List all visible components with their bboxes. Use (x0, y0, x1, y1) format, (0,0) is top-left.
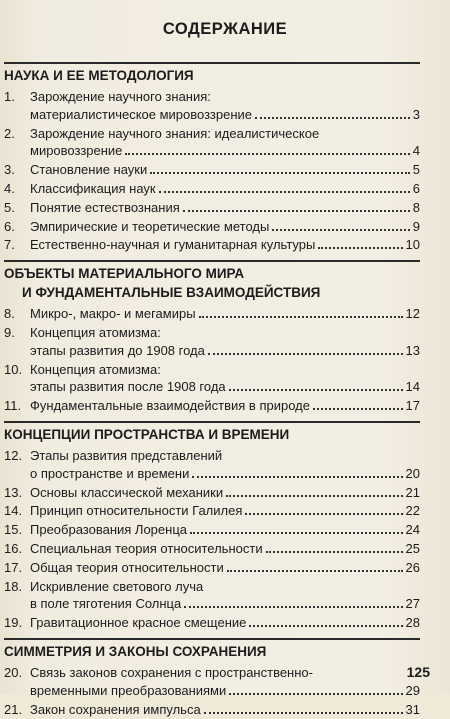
entry-leader-line (30, 180, 420, 198)
entry-leader-line (30, 342, 420, 360)
entry-page: 10 (405, 237, 420, 253)
entry-number: 1. (4, 89, 15, 104)
dot-leader (183, 210, 410, 212)
entry-title-line: этапы развития до 1908 года (30, 342, 205, 358)
entry-leader-line (30, 199, 420, 217)
entry-body (30, 236, 420, 254)
entry-number: 5. (4, 199, 15, 215)
entry-body (30, 125, 420, 161)
entry-number: 4. (4, 180, 15, 196)
entry-number: 10. (4, 361, 23, 377)
table-of-contents (4, 62, 420, 719)
entry-title-line: Зарождение научного знания: идеалистическое (30, 125, 320, 141)
entry-leader-line (30, 701, 420, 719)
entry-leader-line (30, 502, 420, 520)
entry-number: 17. (4, 559, 23, 575)
entry-title-line: Преобразования Лоренца (30, 522, 187, 538)
dot-leader (266, 551, 403, 553)
toc-entry (4, 521, 420, 539)
entry-body (30, 502, 420, 520)
toc-entry (4, 125, 420, 161)
toc-entry (4, 447, 420, 483)
entry-body (30, 324, 420, 360)
entry-leader-line (30, 305, 420, 323)
entry-page: 28 (405, 615, 420, 631)
entry-title-line: Закон сохранения импульса (30, 701, 201, 717)
entry-title-line: Общая теория относительности (30, 559, 224, 575)
entry-leader-line (30, 484, 420, 502)
section-heading (4, 62, 420, 85)
entry-leader-line (30, 236, 420, 254)
entry-number: 14. (4, 503, 23, 519)
toc-entry (4, 701, 420, 719)
entry-title-line: Гравитационное красное смещение (30, 615, 247, 631)
toc-entry (4, 559, 420, 577)
entry-leader-line (30, 465, 420, 483)
entry-leader-line (30, 559, 420, 577)
entry-number: 6. (4, 218, 15, 234)
entry-body (30, 521, 420, 539)
dot-leader (190, 532, 403, 534)
section-heading-line: СИММЕТРИЯ И ЗАКОНЫ СОХРАНЕНИЯ (4, 643, 267, 659)
section-heading-line: НАУКА И ЕЕ МЕТОДОЛОГИЯ (4, 68, 194, 83)
entry-title-line: в поле тяготения Солнца (30, 596, 182, 612)
entry-page: 22 (405, 503, 420, 519)
entry-number: 16. (4, 540, 23, 556)
entry-title-line: Естественно-научная и гуманитарная культуры (30, 237, 316, 253)
entry-leader-line (30, 614, 420, 632)
entry-body (30, 701, 420, 719)
entry-leader-line (30, 540, 420, 558)
entry-title-line: Принцип относительности Галилея (30, 503, 243, 519)
dot-leader (313, 408, 403, 410)
toc-entry (4, 218, 420, 236)
entry-page: 13 (405, 342, 420, 358)
entry-body (30, 664, 420, 700)
dot-leader (229, 389, 403, 391)
page-title: СОДЕРЖАНИЕ (162, 20, 288, 38)
entry-title-line: Концепция атомизма: (30, 324, 161, 340)
dot-leader (249, 625, 402, 627)
entry-page: 25 (405, 540, 420, 556)
dot-leader (272, 229, 409, 231)
entry-number: 7. (4, 237, 15, 253)
toc-entry (4, 199, 420, 217)
entry-number: 3. (4, 162, 15, 178)
entry-leader-line (30, 595, 420, 613)
section-heading (4, 638, 420, 661)
entry-body (30, 614, 420, 632)
dot-leader (255, 117, 410, 119)
entry-leader-line (30, 218, 420, 236)
toc-entry (4, 236, 420, 254)
toc-entry (4, 578, 420, 614)
dot-leader (318, 247, 402, 249)
entry-title-line: Микро-, макро- и мегамиры (30, 306, 196, 322)
entry-page: 31 (405, 701, 420, 717)
toc-entry (4, 397, 420, 415)
entry-number: 21. (4, 701, 23, 717)
entry-number: 18. (4, 578, 23, 594)
toc-entry (4, 180, 420, 198)
entry-title-line: мировоззрение (30, 143, 123, 159)
dot-leader (204, 712, 403, 714)
toc-entry (4, 161, 420, 179)
entry-page: 29 (405, 682, 420, 698)
toc-entry (4, 484, 420, 502)
section-heading-line: И ФУНДАМЕНТАЛЬНЫЕ ВЗАИМОДЕЙСТВИЯ (22, 285, 321, 301)
entry-page: 24 (405, 522, 420, 538)
entry-page: 27 (405, 596, 420, 612)
entry-page: 26 (405, 559, 420, 575)
entry-title-line: Связь законов сохранения с пространственно- (30, 664, 313, 680)
entry-title-line: материалистическое мировоззрение (30, 106, 253, 122)
entry-leader-line (30, 161, 420, 179)
entry-leader-line (30, 397, 420, 415)
entry-body (30, 361, 420, 397)
dot-leader (208, 353, 403, 355)
entry-leader-line (30, 682, 420, 700)
entry-leader-line (30, 521, 420, 539)
entry-title-line: Эмпирические и теоретические методы (30, 218, 270, 234)
toc-entry (4, 88, 420, 124)
entry-number: 20. (4, 664, 23, 680)
section-heading (4, 260, 420, 302)
entry-body (30, 559, 420, 577)
entry-leader-line (30, 142, 420, 160)
dot-leader (150, 172, 410, 174)
entry-number: 19. (4, 615, 23, 631)
entry-title-line: Становление науки (30, 162, 148, 178)
toc-entry (4, 614, 420, 632)
entry-number: 15. (4, 522, 23, 538)
entry-title-line: Искривление светового луча (30, 578, 204, 594)
entry-number: 8. (4, 306, 15, 322)
entry-number: 11. (4, 398, 22, 414)
entry-title-line: Основы классической механики (30, 484, 224, 500)
entry-title-line: Классификация наук (30, 180, 156, 196)
entry-body (30, 180, 420, 198)
entry-page: 21 (405, 484, 420, 500)
entry-body (30, 199, 420, 217)
entry-body (30, 218, 420, 236)
entry-title-line: Специальная теория относительности (30, 540, 263, 556)
section-heading-line: КОНЦЕПЦИИ ПРОСТРАНСТВА И ВРЕМЕНИ (4, 426, 290, 442)
entry-page: 4 (412, 143, 420, 159)
dot-leader (159, 191, 410, 193)
dot-leader (199, 316, 403, 318)
toc-entry (4, 305, 420, 323)
toc-entry (4, 502, 420, 520)
entry-page: 5 (412, 162, 420, 178)
entry-body (30, 305, 420, 323)
entry-title-line: Зарождение научного знания: (30, 89, 211, 104)
dot-leader (227, 570, 403, 572)
dot-leader (184, 606, 402, 608)
entry-title-line: Фундаментальные взаимодействия в природе (30, 398, 310, 414)
entry-title-line: Этапы развития представлений (30, 447, 223, 463)
entry-body (30, 484, 420, 502)
toc-entry (4, 540, 420, 558)
entry-title-line: временными преобразованиями (30, 682, 227, 698)
entry-page: 9 (412, 218, 420, 234)
entry-number: 2. (4, 125, 15, 141)
entry-body (30, 540, 420, 558)
toc-entry (4, 324, 420, 360)
entry-page: 20 (405, 465, 420, 481)
section-heading (4, 421, 420, 444)
entry-number: 13. (4, 484, 23, 500)
toc-entry (4, 361, 420, 397)
entry-page: 17 (405, 398, 420, 414)
entry-page: 12 (405, 306, 420, 322)
entry-page: 8 (412, 199, 420, 215)
entry-body (30, 447, 420, 483)
entry-body (30, 161, 420, 179)
page-number: 125 (406, 664, 430, 680)
entry-body (30, 397, 420, 415)
dot-leader (125, 153, 409, 155)
entry-page: 3 (412, 106, 420, 122)
entry-body (30, 578, 420, 614)
entry-title-line: Понятие естествознания (30, 199, 180, 215)
dot-leader (245, 513, 402, 515)
entry-number: 12. (4, 447, 23, 463)
toc-entry (4, 664, 420, 700)
entry-title-line: о пространстве и времени (30, 465, 190, 481)
entry-leader-line (30, 378, 420, 396)
section-heading-line: ОБЪЕКТЫ МАТЕРИАЛЬНОГО МИРА (4, 266, 245, 282)
entry-leader-line (30, 106, 420, 124)
entry-title-line: этапы развития после 1908 года (30, 379, 226, 395)
entry-body (30, 88, 420, 124)
entry-page: 14 (405, 379, 420, 395)
dot-leader (226, 495, 402, 497)
entry-page: 6 (412, 180, 420, 196)
entry-title-line: Концепция атомизма: (30, 361, 161, 377)
entry-number: 9. (4, 324, 15, 340)
dot-leader (192, 476, 402, 478)
